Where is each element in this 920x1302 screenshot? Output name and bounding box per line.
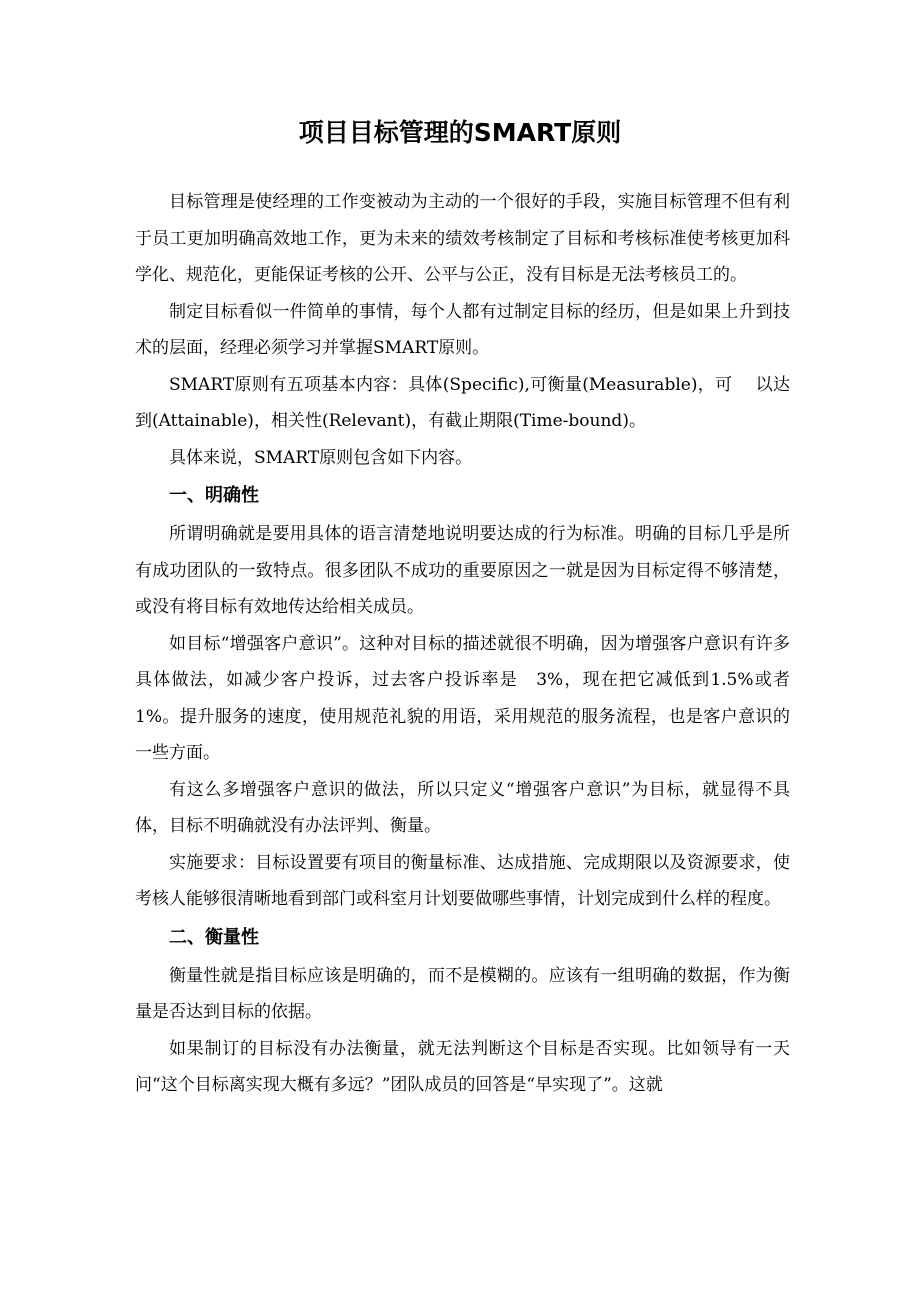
paragraph-smart-contents: SMART原则有五项基本内容：具体(Specific),可衡量(Measurable)，可 以达到(Attainable)，相关性(Relevant)，有截止期限(Time-bound)。 [135, 374, 790, 431]
document-body [135, 184, 807, 1104]
paragraph-specific-example: 如目标“增强客户意识”。这种对目标的描述就很不明确，因为增强客户意识有许多具体做法，如减少客户投诉，过去客户投诉率是 3%，现在把它减低到1.5%或者 1%。提升服务的速度，使用规范礼貌的用语，采用规范的服务流程，也是客户意识的一些方面。 [135, 633, 807, 763]
paragraph-specific-requirement: 实施要求：目标设置要有项目的衡量标准、达成措施、完成期限以及资源要求，使考核人能够很清晰地看到部门或科室月计划要做哪些事情，计划完成到什么样的程度。 [135, 852, 790, 909]
section-heading-measurable: 二、衡量性 [169, 926, 259, 948]
section-heading-specific: 一、明确性 [169, 485, 259, 506]
paragraph-specific-definition: 所谓明确就是要用具体的语言清楚地说明要达成的行为标准。明确的目标几乎是所有成功团队的一致特点。很多团队不成功的重要原因之一就是因为目标定得不够清楚，或没有将目标有效地传达给相关成员。 [135, 524, 790, 617]
paragraph-intro: 目标管理是使经理的工作变被动为主动的一个很好的手段，实施目标管理不但有利于员工更加明确高效地工作，更为未来的绩效考核制定了目标和考核标准使考核更加科学化、规范化，更能保证考核的公开、公平与公正，没有目标是无法考核员工的。 [135, 192, 790, 285]
paragraph-smart-mastery: 制定目标看似一件简单的事情，每个人都有过制定目标的经历，但是如果上升到技术的层面，经理必须学习并掌握SMART原则。 [135, 301, 790, 358]
paragraph-specific-conclusion: 有这么多增强客户意识的做法，所以只定义“增强客户意识”为目标，就显得不具体，目标不明确就没有办法评判、衡量。 [135, 779, 790, 836]
paragraph-specifically: 具体来说，SMART原则包含如下内容。 [169, 447, 473, 468]
paragraph-measurable-definition: 衡量性就是指目标应该是明确的，而不是模糊的。应该有一组明确的数据，作为衡量是否达到目标的依据。 [135, 965, 790, 1022]
paragraph-measurable-example: 如果制订的目标没有办法衡量，就无法判断这个目标是否实现。比如领导有一天问“这个目标离实现大概有多远？”团队成员的回答是“早实现了”。这就 [135, 1038, 790, 1095]
document-title: 项目目标管理的SMART原则 [298, 118, 622, 147]
